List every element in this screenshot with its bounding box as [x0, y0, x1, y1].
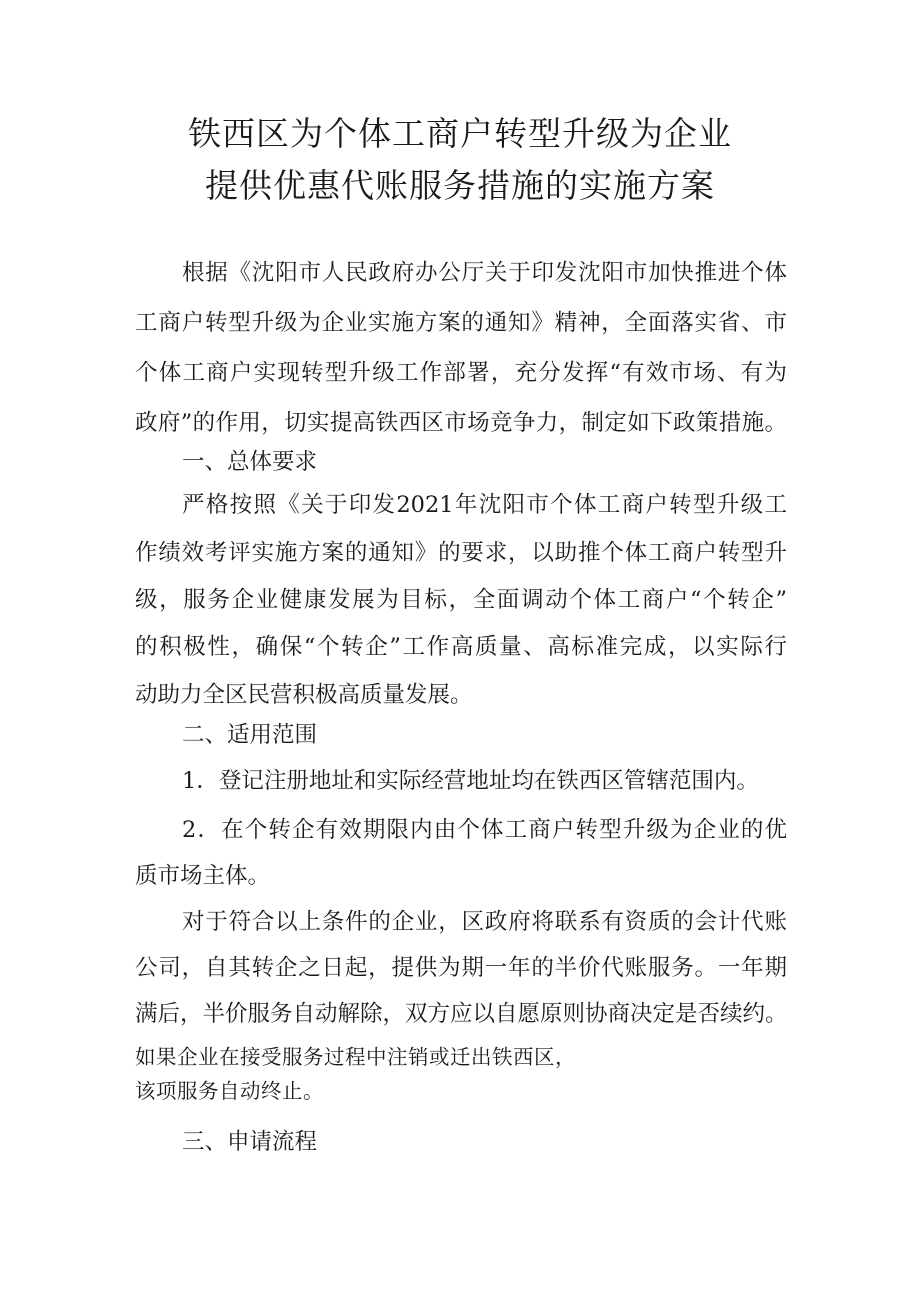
section-2-heading: 二、适用范围 — [182, 722, 318, 748]
intro-line-3: 个体工商户实现转型升级工作部署，充分发挥“有效市场、有为 — [135, 360, 787, 386]
section-1-line-4: 的积极性，确保“个转企”工作高质量、高标准完成，以实际行 — [135, 634, 787, 660]
section-2-para-line-5: 该项服务自动终止。 — [135, 1079, 324, 1103]
section-2-para-line-2: 公司，自其转企之日起，提供为期一年的半价代账服务。一年期 — [135, 955, 787, 981]
intro-line-2: 工商户转型升级为企业实施方案的通知》精神，全面落实省、市 — [135, 310, 787, 336]
section-2-para-line-3: 满后，半价服务自动解除，双方应以自愿原则协商决定是否续约。 — [135, 1001, 788, 1027]
intro-line-4: 政府”的作用，切实提高铁西区市场竞争力，制定如下政策措施。 — [135, 410, 787, 436]
section-1-line-2: 作绩效考评实施方案的通知》的要求，以助推个体工商户转型升 — [135, 540, 787, 566]
section-2-para-line-1: 对于符合以上条件的企业，区政府将联系有资质的会计代账 — [182, 909, 787, 935]
section-2-item-2-line-1: 2．在个转企有效期限内由个体工商户转型升级为企业的优 — [182, 817, 787, 843]
section-2-item-2-line-2: 质市场主体。 — [135, 863, 271, 889]
document-title-line-1: 铁西区为个体工商户转型升级为企业 — [188, 114, 732, 153]
section-2-item-1: 1．登记注册地址和实际经营地址均在铁西区管辖范围内。 — [182, 768, 759, 794]
section-1-line-1: 严格按照《关于印发2021年沈阳市个体工商户转型升级工 — [182, 492, 787, 518]
section-1-line-3: 级，服务企业健康发展为目标，全面调动个体工商户“个转企” — [135, 587, 787, 613]
section-2-para-line-4: 如果企业在接受服务过程中注销或迁出铁西区， — [135, 1045, 576, 1069]
section-3-heading: 三、申请流程 — [182, 1129, 318, 1155]
intro-line-1: 根据《沈阳市人民政府办公厅关于印发沈阳市加快推进个体 — [182, 260, 787, 286]
section-1-line-5: 动助力全区民营积极高质量发展。 — [135, 682, 473, 708]
section-1-heading: 一、总体要求 — [182, 449, 318, 475]
document-title-line-2: 提供优惠代账服务措施的实施方案 — [205, 166, 715, 205]
